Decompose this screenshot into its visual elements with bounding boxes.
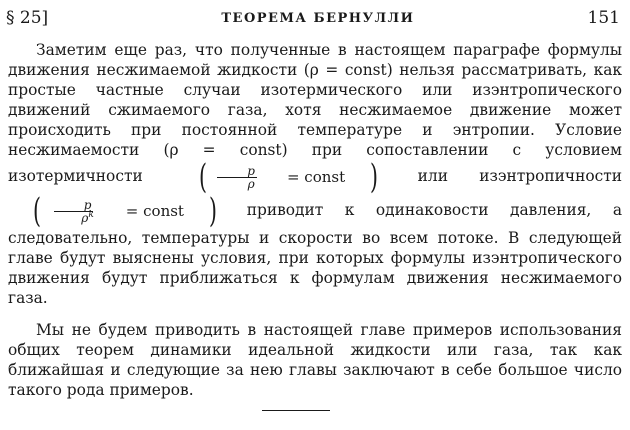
fraction-p-over-rho-k [51,199,96,224]
body-text [8,40,622,400]
fraction-numerator: p [217,165,257,178]
section-number: § 25] [6,8,49,28]
formula-rhs: = const [125,202,184,220]
paragraph-1 [8,40,622,308]
open-paren: ( [33,191,42,231]
paragraph-1-part-2: или изэнтропичности [417,167,622,185]
fraction-denominator: ρ [247,176,255,191]
running-header [6,6,620,30]
isentropic-formula [8,191,225,231]
paragraph-2: Мы не будем приводить в настоящей главе примеров использования общих теорем динамики идеальной жидкости или газа, так как ближайшая и следующие за нею главы заключают в себе большое число такого рода примеров. [8,321,622,399]
close-paren: ) [209,191,217,231]
open-paren: ( [199,157,208,197]
close-paren: ) [370,157,379,197]
paragraph-1-part-3: приводит к одинаковости давления, а следовательно, температуры и скорости во всем потоке. В следующей главе будут выяснены условия, при которых формулы изэнтропического движения будут приближаться к формулам движения несжимаемого газа. [8,201,622,307]
paragraph-1-part-1: Заметим еще раз, что полученные в настоящем параграфе формулы движения несжимаемой жидкости (ρ = const) нельзя рассматривать, как простые частные случаи изотермического или изэнтропического движений сжимаемого газа, хотя несжимаемое движение может происходить при постоянной температуре и энтропии. Условие несжимаемости (ρ = const) при сопоставлении с условием изотермичности [8,41,622,185]
page-number: 151 [587,8,620,28]
denominator-base: ρ [81,210,89,225]
formula-rhs: = const [286,168,346,186]
fraction-p-over-rho [217,165,257,190]
fraction-numerator: p [54,199,94,212]
isothermal-formula [174,157,386,197]
running-title: ТЕОРЕМА БЕРНУЛЛИ [221,10,415,26]
fraction-denominator [51,209,96,225]
end-rule [262,410,330,411]
denominator-exponent: k [88,209,94,220]
